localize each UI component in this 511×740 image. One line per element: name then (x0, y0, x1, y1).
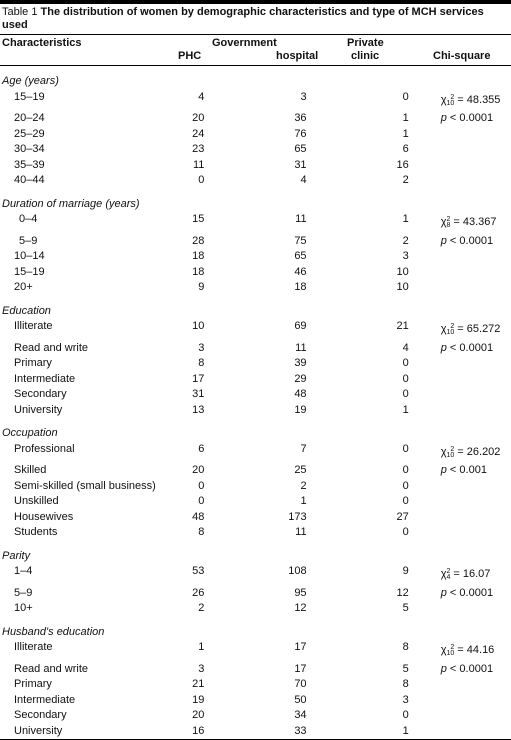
header-private: Private (347, 37, 384, 49)
private-value: 0 (402, 709, 409, 721)
row-label: 30–34 (14, 143, 45, 155)
table-header (0, 35, 511, 65)
private-value: 1 (402, 127, 409, 140)
row-label: 15–19 (14, 90, 45, 103)
chi-df: 4 (446, 574, 451, 581)
chi-cell (409, 662, 511, 678)
section-title: Duration of marriage (years) (2, 197, 140, 210)
government-value: 19 (294, 403, 307, 416)
phc-value: 20 (192, 112, 205, 124)
p-value: p < 0.0001 (440, 662, 494, 675)
private-value: 2 (402, 234, 409, 247)
phc-value: 48 (192, 510, 205, 523)
private-value: 3 (402, 250, 409, 262)
table-row (0, 341, 511, 357)
phc-value: 3 (198, 341, 205, 354)
table-row (0, 212, 511, 234)
section-gap (0, 296, 511, 304)
government-value: 29 (294, 372, 307, 385)
private-value: 5 (402, 662, 409, 675)
government-value: 31 (294, 158, 307, 171)
table-row (0, 127, 511, 143)
chi-cell (409, 158, 511, 174)
chi-cell (409, 265, 511, 281)
private-value: 0 (402, 479, 409, 492)
chi-symbol: χ (440, 323, 447, 335)
chi-value: = 43.367 (453, 216, 497, 228)
private-value: 0 (402, 90, 409, 103)
chi-cell (409, 90, 511, 112)
phc-value: 2 (198, 602, 205, 614)
chi-symbol: χ (440, 644, 447, 656)
government-value: 39 (294, 357, 307, 369)
row-label: 1–4 (14, 565, 33, 577)
row-label: 20–24 (14, 112, 45, 124)
private-value: 8 (402, 678, 409, 690)
table-row (0, 158, 511, 174)
row-label: Intermediate (14, 372, 76, 385)
row-label: 5–9 (19, 234, 38, 247)
row-label: Secondary (14, 709, 67, 721)
p-value: p < 0.0001 (440, 586, 494, 599)
private-value: 0 (402, 372, 409, 385)
government-value: 3 (300, 90, 307, 103)
chi-cell (409, 173, 511, 189)
government-value: 11 (295, 526, 307, 538)
chi-cell (409, 127, 511, 143)
table-row (0, 479, 511, 495)
row-label: 0–4 (19, 213, 38, 225)
section-title: Occupation (2, 427, 58, 439)
row-label: 20+ (14, 281, 33, 293)
phc-value: 16 (192, 724, 205, 737)
chi-cell (409, 319, 511, 341)
table-row (0, 525, 511, 541)
chi-value: = 16.07 (453, 568, 491, 580)
phc-value: 11 (192, 158, 205, 171)
phc-value: 23 (192, 143, 205, 155)
chi-cell (409, 708, 511, 724)
chi-cell (409, 356, 511, 372)
private-value: 1 (402, 112, 409, 124)
chi-cell (409, 510, 511, 526)
government-value: 17 (294, 662, 307, 675)
table-row (0, 662, 511, 678)
row-label: Primary (14, 357, 52, 369)
caption-lead: Table 1 (2, 6, 41, 18)
government-value: 36 (294, 112, 307, 124)
government-value: 46 (294, 265, 307, 278)
chi-symbol: χ (440, 216, 447, 228)
chi-df: 10 (446, 329, 455, 336)
chi-cell (409, 677, 511, 693)
row-label: Intermediate (14, 693, 76, 706)
header-government: Government (212, 37, 277, 49)
row-label: 40–44 (14, 174, 45, 186)
government-value: 18 (294, 281, 307, 293)
government-value: 50 (294, 693, 307, 706)
caption-title: The distribution of women by demographic characteristics and type of MCH services used (2, 6, 484, 31)
row-label: Housewives (14, 510, 74, 523)
chi-sup: 2 (450, 93, 455, 101)
chi-cell (409, 387, 511, 403)
row-label: Illiterate (14, 641, 53, 653)
private-value: 27 (396, 510, 409, 523)
private-value: 0 (402, 357, 409, 369)
section-title: Education (2, 304, 51, 317)
row-label: 35–39 (14, 158, 45, 171)
private-value: 0 (402, 442, 409, 455)
government-value: 65 (294, 143, 307, 155)
chi-cell (409, 212, 511, 234)
private-value: 0 (402, 388, 409, 400)
phc-value: 6 (198, 442, 205, 455)
phc-value: 0 (198, 495, 205, 507)
row-label: 10+ (14, 602, 33, 614)
phc-value: 24 (192, 127, 205, 140)
row-label: Unskilled (14, 495, 59, 507)
table-row (0, 173, 511, 189)
table-row (0, 234, 511, 250)
private-value: 6 (402, 143, 409, 155)
phc-value: 13 (192, 403, 205, 416)
chi-value: = 48.355 (457, 93, 501, 106)
table-row (0, 319, 511, 341)
phc-value: 31 (192, 388, 205, 400)
table-row (0, 142, 511, 158)
government-value: 76 (294, 127, 307, 140)
private-value: 5 (402, 602, 409, 614)
table-row (0, 403, 511, 419)
chi-sup: 2 (446, 216, 451, 223)
government-value: 2 (300, 479, 307, 492)
chi-sup: 2 (450, 323, 455, 330)
chi-cell (409, 111, 511, 127)
private-value: 0 (402, 464, 409, 476)
table-row (0, 586, 511, 602)
chi-df: 10 (446, 650, 455, 657)
table-row (0, 90, 511, 112)
table-row (0, 677, 511, 693)
row-label: Read and write (14, 341, 88, 354)
government-value: 12 (294, 602, 307, 614)
government-value: 34 (294, 709, 307, 721)
chi-cell (409, 249, 511, 265)
table-row (0, 510, 511, 526)
phc-value: 53 (192, 565, 205, 577)
private-value: 12 (396, 586, 409, 599)
section-title-row (0, 426, 511, 442)
private-value: 16 (396, 158, 409, 171)
chi-cell (409, 403, 511, 419)
p-value: p < 0.001 (440, 464, 487, 476)
section-title: Husband's education (2, 625, 105, 638)
header-phc: PHC (178, 50, 202, 62)
private-value: 0 (402, 495, 409, 507)
section-title-row (0, 74, 511, 90)
table-row (0, 463, 511, 479)
government-value: 75 (294, 234, 307, 247)
table-row (0, 494, 511, 510)
section-title: Age (years) (2, 75, 59, 87)
chi-cell (409, 341, 511, 357)
chi-cell (409, 724, 511, 740)
row-label: Illiterate (14, 320, 53, 332)
phc-value: 15 (192, 213, 205, 225)
gap-cell (0, 66, 511, 74)
private-value: 4 (402, 341, 409, 354)
section-title-row (0, 549, 511, 565)
chi-value: = 65.272 (457, 323, 501, 335)
chi-value: = 26.202 (457, 445, 501, 458)
row-label: Skilled (14, 464, 47, 476)
chi-cell (409, 479, 511, 495)
phc-value: 17 (192, 372, 205, 385)
government-value: 25 (294, 464, 307, 476)
private-value: 0 (402, 526, 409, 538)
chi-cell (409, 601, 511, 617)
phc-value: 0 (198, 174, 205, 186)
government-value: 65 (294, 250, 307, 262)
table-row (0, 724, 511, 740)
phc-value: 10 (192, 320, 205, 332)
row-label: Read and write (14, 662, 88, 675)
private-value: 9 (402, 565, 409, 577)
row-label: 15–19 (14, 265, 45, 278)
private-value: 1 (402, 724, 409, 737)
government-value: 108 (288, 565, 307, 577)
chi-sup: 2 (446, 568, 451, 575)
government-value: 17 (294, 641, 307, 653)
phc-value: 18 (192, 250, 205, 262)
phc-value: 4 (198, 90, 205, 103)
phc-value: 8 (198, 357, 205, 369)
private-value: 2 (402, 174, 409, 186)
chi-df: 8 (446, 222, 451, 229)
government-value: 69 (294, 320, 307, 332)
phc-value: 20 (192, 709, 205, 721)
chi-cell (409, 564, 511, 586)
private-value: 10 (396, 281, 409, 293)
table-row (0, 280, 511, 296)
p-value: p < 0.0001 (440, 341, 494, 354)
government-value: 7 (300, 442, 307, 455)
gap-cell (0, 541, 511, 549)
phc-value: 26 (192, 586, 205, 599)
government-value: 4 (300, 174, 307, 186)
table-row (0, 111, 511, 127)
chi-value: = 44.16 (457, 644, 495, 656)
header-clinic: clinic (351, 50, 380, 62)
government-value: 11 (295, 213, 307, 225)
table-row (0, 356, 511, 372)
section-title-row (0, 304, 511, 320)
phc-value: 8 (198, 526, 205, 538)
private-value: 21 (396, 320, 409, 332)
phc-value: 3 (198, 662, 205, 675)
government-value: 70 (294, 678, 307, 690)
row-label: 5–9 (14, 586, 33, 599)
chi-cell (409, 442, 511, 464)
row-label: Primary (14, 678, 52, 690)
table-row (0, 564, 511, 586)
phc-value: 21 (192, 678, 205, 690)
chi-cell (409, 586, 511, 602)
section-title-row (0, 197, 511, 213)
chi-cell (409, 280, 511, 296)
chi-symbol: χ (440, 568, 447, 580)
row-label: Secondary (14, 388, 67, 400)
table-row (0, 708, 511, 724)
chi-cell (409, 640, 511, 662)
table-caption (0, 4, 511, 34)
table-row (0, 387, 511, 403)
section-gap (0, 541, 511, 549)
private-value: 3 (402, 693, 409, 706)
chi-df: 10 (446, 451, 455, 459)
phc-value: 1 (198, 641, 205, 653)
section-title-row (0, 625, 511, 641)
chi-cell (409, 494, 511, 510)
table-row (0, 601, 511, 617)
government-value: 33 (294, 724, 307, 737)
row-label: Students (14, 526, 58, 538)
chi-sup: 2 (450, 644, 455, 651)
private-value: 10 (396, 265, 409, 278)
gap-cell (0, 617, 511, 625)
section-gap (0, 617, 511, 625)
chi-symbol: χ (440, 93, 447, 106)
row-label: 25–29 (14, 127, 45, 140)
table-row (0, 693, 511, 709)
table-row (0, 442, 511, 464)
gap-cell (0, 296, 511, 304)
phc-value: 0 (198, 479, 205, 492)
government-value: 11 (295, 341, 307, 354)
phc-value: 19 (192, 693, 205, 706)
chi-cell (409, 142, 511, 158)
row-label: University (14, 403, 63, 416)
chi-cell (409, 234, 511, 250)
section-title: Parity (2, 549, 31, 562)
section-gap (0, 418, 511, 426)
row-label: Professional (14, 442, 75, 455)
table-row (0, 265, 511, 281)
header-chi-square: Chi-square (433, 50, 491, 62)
government-value: 173 (288, 510, 307, 523)
header-characteristics: Characteristics (2, 37, 82, 49)
chi-cell (409, 525, 511, 541)
section-gap (0, 189, 511, 197)
section-gap (0, 66, 511, 74)
p-value: p < 0.0001 (440, 234, 494, 247)
chi-sup: 2 (450, 445, 455, 453)
table-row (0, 249, 511, 265)
gap-cell (0, 418, 511, 426)
phc-value: 9 (198, 281, 205, 293)
private-value: 1 (402, 403, 409, 416)
private-value: 1 (402, 213, 409, 225)
row-label: 10–14 (14, 250, 45, 262)
chi-symbol: χ (440, 445, 447, 458)
table-row (0, 372, 511, 388)
government-value: 1 (300, 495, 307, 507)
header-hospital: hospital (276, 50, 319, 62)
p-value: p < 0.0001 (440, 112, 494, 124)
government-value: 48 (294, 388, 307, 400)
row-label: University (14, 724, 63, 737)
row-label: Semi-skilled (small business) (14, 479, 156, 492)
table-row (0, 640, 511, 662)
phc-value: 20 (192, 464, 205, 476)
chi-cell (409, 372, 511, 388)
chi-df: 10 (446, 99, 455, 107)
government-value: 95 (294, 586, 307, 599)
chi-cell (409, 463, 511, 479)
chi-cell (409, 693, 511, 709)
private-value: 8 (402, 641, 409, 653)
phc-value: 28 (192, 234, 205, 247)
phc-value: 18 (192, 265, 205, 278)
data-table (0, 66, 511, 739)
gap-cell (0, 189, 511, 197)
